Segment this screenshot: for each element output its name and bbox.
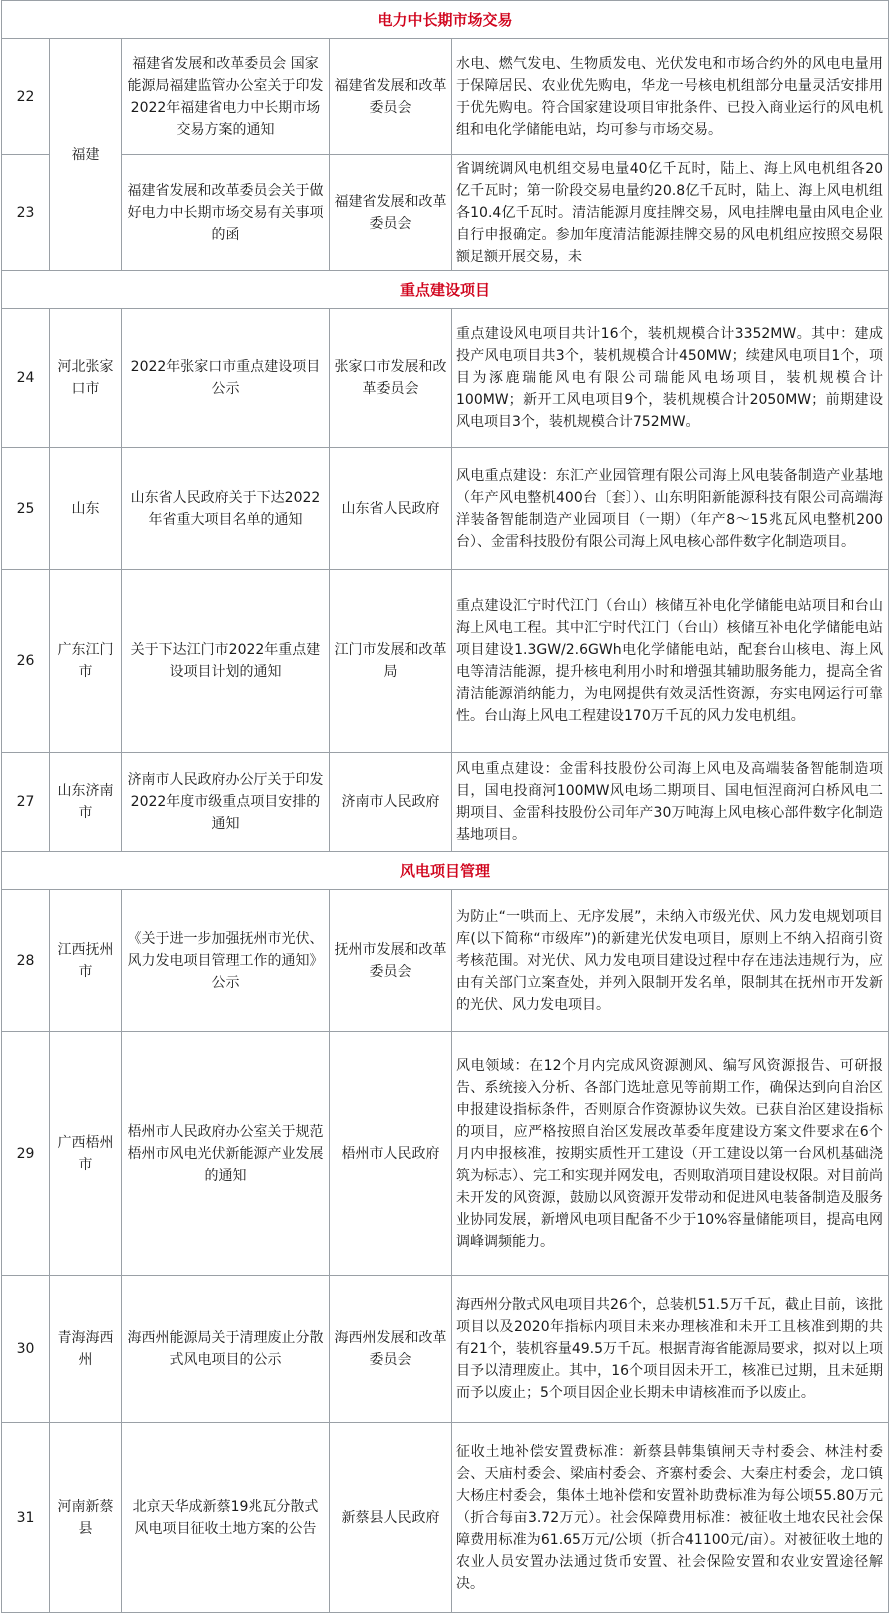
summary-cell: 海西州分散式风电项目共26个，总装机51.5万千瓦，截止目前，该批项目以及2020年指标内项目未来办理核准和未开工且核准到期的共有21个，装机容量49.5万千瓦。根据青海省能源局要求，拟对以上项目予以清理废止。其中，16个项目因未开工，核准已过期，且未延期而予以废止；5个项目因企业长期未申请核准而予以废止。 (452, 1276, 889, 1423)
document-title: 2022年张家口市重点建设项目公示 (122, 309, 330, 448)
region-cell: 河南新蔡县 (50, 1423, 122, 1613)
summary-cell: 省调统调风电机组交易电量40亿千瓦时，陆上、海上风电机组各20亿千瓦时；第一阶段交易电量约20.8亿千瓦时，陆上、海上风电机组各10.4亿千瓦时。清洁能源月度挂牌交易，风电挂牌电量由风电企业自行申报确定。参加年度清洁能源挂牌交易的风电机组应按照交易限额足额开展交易，未 (452, 155, 889, 271)
row-number: 30 (2, 1276, 50, 1423)
row-number: 28 (2, 890, 50, 1032)
issuer-cell: 梧州市人民政府 (330, 1032, 452, 1276)
section-title: 重点建设项目 (2, 271, 889, 309)
region-cell: 河北张家口市 (50, 309, 122, 448)
region-cell: 广西梧州市 (50, 1032, 122, 1276)
row-number: 31 (2, 1423, 50, 1613)
summary-cell: 风电重点建设：东汇产业园管理有限公司海上风电装备制造产业基地（年产风电整机400台〔套〕）、山东明阳新能源科技有限公司高端海洋装备智能制造产业园项目（一期）（年产8～15兆瓦风电整机200台）、金雷科技股份有限公司海上风电核心部件数字化制造项目。 (452, 448, 889, 570)
region-cell: 青海海西州 (50, 1276, 122, 1423)
row-number: 26 (2, 570, 50, 753)
document-title: 关于下达江门市2022年重点建设项目计划的通知 (122, 570, 330, 753)
summary-cell: 风电重点建设：金雷科技股份公司海上风电及高端装备智能制造项目，国电投商河100MW风电场二期项目、国电恒涅商河白桥风电二期项目、金雷科技股份公司年产30万吨海上风电核心部件数字化制造基地项目。 (452, 753, 889, 852)
document-title: 福建省发展和改革委员会 国家能源局福建监管办公室关于印发2022年福建省电力中长期市场交易方案的通知 (122, 39, 330, 155)
issuer-cell: 张家口市发展和改革委员会 (330, 309, 452, 448)
document-title: 济南市人民政府办公厅关于印发2022年度市级重点项目安排的通知 (122, 753, 330, 852)
document-title: 山东省人民政府关于下达2022年省重大项目名单的通知 (122, 448, 330, 570)
issuer-cell: 江门市发展和改革局 (330, 570, 452, 753)
row-number: 25 (2, 448, 50, 570)
document-title: 北京天华成新蔡19兆瓦分散式风电项目征收土地方案的公告 (122, 1423, 330, 1613)
summary-cell: 水电、燃气发电、生物质发电、光伏发电和市场合约外的风电电量用于保障居民、农业优先购电，华龙一号核电机组部分电量灵活安排用于优先购电。符合国家建设项目审批条件、已投入商业运行的风电机组和电化学储能电站，均可参与市场交易。 (452, 39, 889, 155)
summary-cell: 征收土地补偿安置费标准：新蔡县韩集镇闸天寺村委会、林洼村委会、天庙村委会、梁庙村委会、齐寨村委会、大秦庄村委会，龙口镇大杨庄村委会，集体土地补偿和安置补助费标准为每公顷55.80万元（折合每亩3.72万元）。社会保障费用标准：被征收土地农民社会保障费用标准为61.65万元/公顷（折合41100元/亩）。对被征收土地的农业人员安置办法通过货币安置、社会保险安置和农业安置途径解决。 (452, 1423, 889, 1613)
issuer-cell: 福建省发展和改革委员会 (330, 155, 452, 271)
row-number: 29 (2, 1032, 50, 1276)
region-cell: 山东 (50, 448, 122, 570)
section-title: 风电项目管理 (2, 852, 889, 890)
summary-cell: 风电领域：在12个月内完成风资源测风、编写风资源报告、可研报告、系统接入分析、各部门选址意见等前期工作，确保达到向自治区申报建设指标条件，否则原合作资源协议失效。已获自治区建设指标的项目，应严格按照自治区发展改革委年度建设方案文件要求在6个月内申报核准，按期实质性开工建设（开工建设以第一台风机基础浇筑为标志）、完工和实现并网发电，否则取消项目建设权限。对目前尚未开发的风资源，鼓励以风资源开发带动和促进风电装备制造及服务业协同发展，新增风电项目配备不少于10%容量储能项目，提高电网调峰调频能力。 (452, 1032, 889, 1276)
document-title: 梧州市人民政府办公室关于规范梧州市风电光伏新能源产业发展的通知 (122, 1032, 330, 1276)
issuer-cell: 新蔡县人民政府 (330, 1423, 452, 1613)
summary-cell: 为防止“一哄而上、无序发展”，未纳入市级光伏、风力发电规划项目库(以下简称“市级库”)的新建光伏发电项目，原则上不纳入招商引资考核范围。对光伏、风力发电项目建设过程中存在违法违规行为，应由有关部门立案查处，并列入限制开发名单，限制其在抚州市开发新的光伏、风力发电项目。 (452, 890, 889, 1032)
summary-cell: 重点建设汇宁时代江门（台山）核储互补电化学储能电站项目和台山海上风电工程。其中汇宁时代江门（台山）核储互补电化学储能电站项目建设1.3GW/2.6GWh电化学储能电站，配套台山核电、海上风电等清洁能源，提升核电利用小时和增强其辅助服务能力，提高全省清洁能源消纳能力，为电网提供有效灵活性资源，夯实电网运行可靠性。台山海上风电工程建设170万千瓦的风力发电机组。 (452, 570, 889, 753)
region-cell: 山东济南市 (50, 753, 122, 852)
row-number: 22 (2, 39, 50, 155)
policy-table (1, 0, 889, 1613)
issuer-cell: 抚州市发展和改革委员会 (330, 890, 452, 1032)
region-cell: 福建 (50, 39, 122, 271)
region-cell: 江西抚州市 (50, 890, 122, 1032)
summary-cell: 重点建设风电项目共计16个，装机规模合计3352MW。其中：建成投产风电项目共3个，装机规模合计450MW；续建风电项目1个，项目为涿鹿瑞能风电有限公司瑞能风电场项目，装机规模合计100MW；新开工风电项目9个，装机规模合计2050MW；前期建设风电项目3个，装机规模合计752MW。 (452, 309, 889, 448)
region-cell: 广东江门市 (50, 570, 122, 753)
issuer-cell: 济南市人民政府 (330, 753, 452, 852)
issuer-cell: 山东省人民政府 (330, 448, 452, 570)
document-title: 海西州能源局关于清理废止分散式风电项目的公示 (122, 1276, 330, 1423)
row-number: 23 (2, 155, 50, 271)
document-title: 《关于进一步加强抚州市光伏、风力发电项目管理工作的通知》公示 (122, 890, 330, 1032)
issuer-cell: 海西州发展和改革委员会 (330, 1276, 452, 1423)
row-number: 24 (2, 309, 50, 448)
section-title: 电力中长期市场交易 (2, 1, 889, 39)
issuer-cell: 福建省发展和改革委员会 (330, 39, 452, 155)
row-number: 27 (2, 753, 50, 852)
document-title: 福建省发展和改革委员会关于做好电力中长期市场交易有关事项的函 (122, 155, 330, 271)
